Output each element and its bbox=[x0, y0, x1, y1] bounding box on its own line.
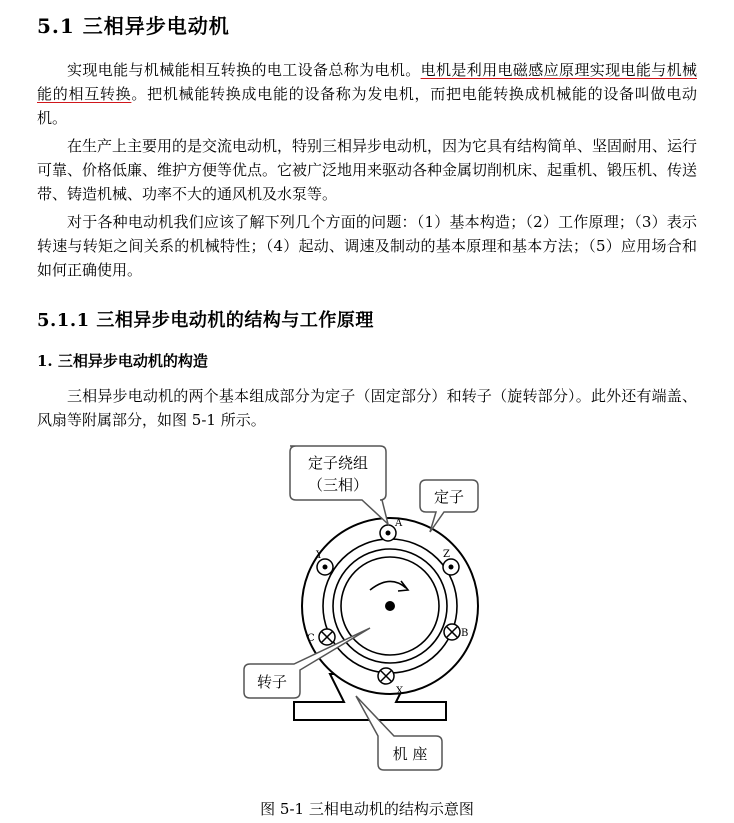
callout-stator-label: 定子 bbox=[433, 488, 465, 506]
paragraph-intro bbox=[37, 58, 697, 130]
callout-base-label: 机 座 bbox=[392, 745, 428, 763]
motor-structure-diagram bbox=[230, 440, 510, 780]
terminal-label-x: X bbox=[396, 686, 404, 697]
paragraph-construction: 三相异步电动机的两个基本组成部分为定子（固定部分）和转子（旋转部分）。此外还有端盖、风扇等附属部分，如图 5-1 所示。 bbox=[37, 387, 697, 429]
terminal-label-c: C bbox=[307, 633, 315, 644]
subsection-heading: 5.1.1 三相异步电动机的结构与工作原理 bbox=[37, 310, 374, 331]
paragraph-usage: 在生产上主要用的是交流电动机，特别三相异步电动机，因为它具有结构简单、坚固耐用、运行可靠、价格低廉、维护方便等优点。它被广泛地用来驱动各种金属切削机床、起重机、锻压机、传送带、铸造机械、功率不大的通风机及水泵等。 bbox=[37, 137, 698, 203]
callout-stator-winding-line2: （三相） bbox=[307, 476, 369, 494]
section-heading: 5.1 三相异步电动机 bbox=[37, 14, 230, 38]
paragraph-topics: 对于各种电动机我们应该了解下列几个方面的问题：（1）基本构造；（2）工作原理；（3）表示转速与转矩之间关系的机械特性；（4）起动、调速及制动的基本原理和基本方法；（5）应用场合和如何正确使用。 bbox=[37, 213, 697, 279]
callout-rotor-label: 转子 bbox=[256, 673, 288, 691]
terminal-label-y: Y bbox=[316, 550, 323, 561]
winding-slot-b bbox=[444, 624, 460, 640]
winding-slot-z bbox=[443, 559, 459, 575]
terminal-label-b: B bbox=[461, 628, 469, 639]
winding-slot-a bbox=[380, 525, 396, 541]
paragraph-intro-rest: 。把机械能转换成电能的设备称为发电机，而把电能转换成机械能的设备叫做电动机。 bbox=[37, 85, 697, 127]
shaft-dot bbox=[385, 601, 395, 611]
terminal-label-z: Z bbox=[443, 549, 450, 560]
winding-slot-x bbox=[378, 668, 394, 684]
sub-subsection-heading: 1. 三相异步电动机的构造 bbox=[37, 352, 208, 370]
figure-caption: 图 5-1 三相电动机的结构示意图 bbox=[260, 800, 474, 818]
winding-slot-y bbox=[317, 559, 333, 575]
winding-slot-c bbox=[319, 629, 335, 645]
callout-stator-winding bbox=[290, 446, 388, 524]
terminal-label-a: A bbox=[395, 518, 403, 529]
callout-stator-winding-line1: 定子绕组 bbox=[307, 454, 369, 472]
callout-stator bbox=[420, 480, 478, 532]
underlined-definition: 电机是利用电磁感应原理实现电能与机械能的相互转换 bbox=[37, 61, 697, 103]
callout-base bbox=[356, 696, 442, 770]
paragraph-intro-text: 实现电能与机械能相互转换的电工设备总称为电机。 bbox=[67, 61, 421, 79]
